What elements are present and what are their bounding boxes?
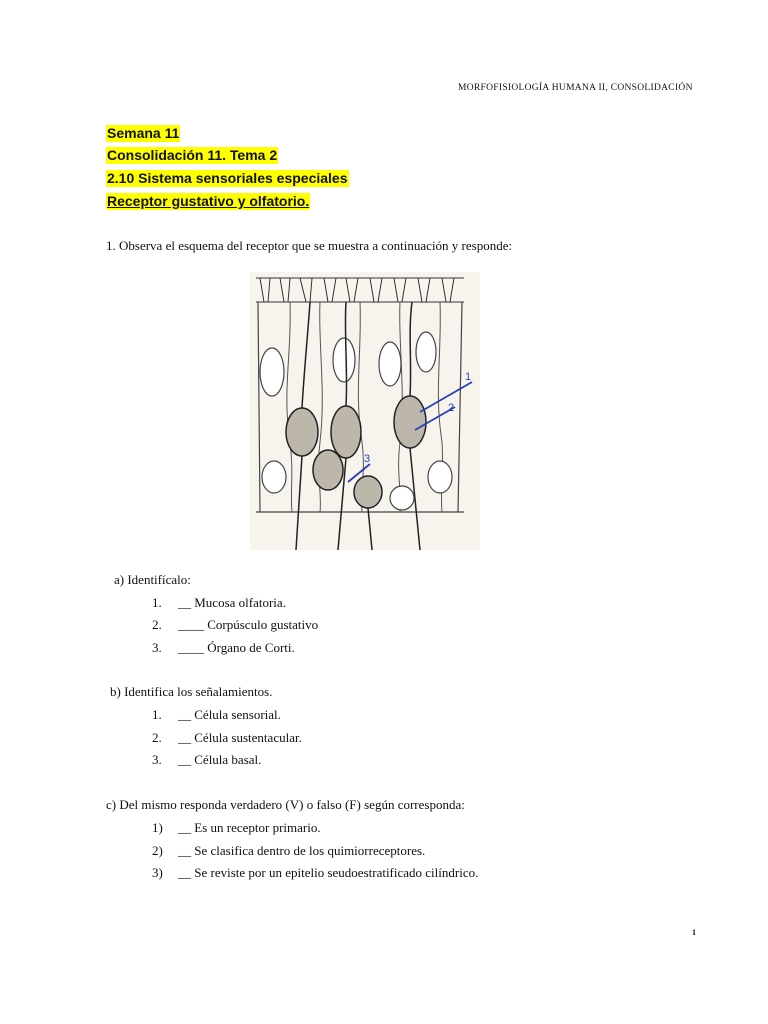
label-3: 3 <box>364 453 371 465</box>
heading-topic: 2.10 Sistema sensoriales especiales <box>107 170 348 186</box>
part-c-title: c) Del mismo responda verdadero (V) o falso (F) según corresponda: <box>106 797 465 812</box>
page-number: 1 <box>692 928 696 937</box>
part-b-item-3: 3. __ Célula basal. <box>152 752 262 767</box>
heading-week: Semana 11 <box>107 125 180 141</box>
part-b-item-2: 2. __ Célula sustentacular. <box>152 730 302 745</box>
part-b-item-1: 1. __ Célula sensorial. <box>152 707 281 722</box>
part-a-title: a) Identifícalo: <box>114 572 191 587</box>
heading-consolidation: Consolidación 11. Tema 2 <box>107 147 278 163</box>
part-c-item-1: 1) __ Es un receptor primario. <box>152 820 321 835</box>
label-2: 2 <box>448 402 455 414</box>
question-1-text: 1. Observa el esquema del receptor que se muestra a continuación y responde: <box>106 238 513 253</box>
part-c-item-3: 3) __ Se reviste por un epitelio seudoestratificado cilíndrico. <box>152 865 479 880</box>
part-c-item-2: 2) __ Se clasifica dentro de los quimiorreceptores. <box>152 843 426 858</box>
part-a-item-1: 1. __ Mucosa olfatoria. <box>152 595 286 610</box>
part-a-item-3: 3. ____ Órgano de Corti. <box>152 640 295 655</box>
olfactory-epithelium-figure <box>250 272 480 550</box>
label-1: 1 <box>465 371 472 383</box>
part-a-item-2: 2. ____ Corpúsculo gustativo <box>152 617 319 632</box>
heading-subtopic: Receptor gustativo y olfatorio. <box>107 193 310 209</box>
running-header: MORFOFISIOLOGÍA HUMANA II, CONSOLIDACIÓN <box>458 83 693 93</box>
part-b-title: b) Identifica los señalamientos. <box>110 684 273 699</box>
